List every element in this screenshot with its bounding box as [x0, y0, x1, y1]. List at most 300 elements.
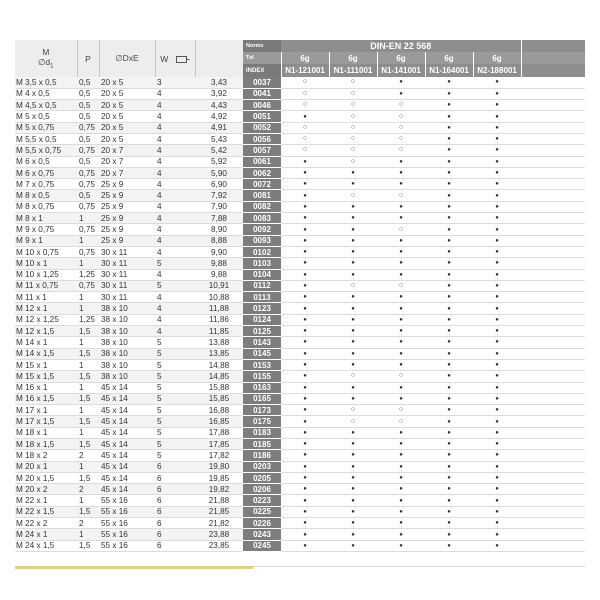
availability-cell: [329, 292, 377, 303]
filled-dot-icon: [399, 214, 403, 221]
row-tail: [521, 224, 585, 235]
filled-dot-icon: [303, 316, 307, 323]
availability-cell: [377, 518, 425, 529]
w-cell: 5: [155, 348, 195, 359]
thread-size-cell: M 22 x 1: [15, 495, 77, 506]
filled-dot-icon: [303, 485, 307, 492]
thread-size-cell: M 7 x 0,75: [15, 179, 77, 190]
open-circle-icon: [399, 135, 403, 142]
open-circle-icon: [351, 90, 355, 97]
value-cell: 17,88: [195, 427, 243, 438]
availability-cell: [425, 348, 473, 359]
index-cell: 0145: [243, 348, 281, 359]
filled-dot-icon: [351, 361, 355, 368]
availability-cell: [329, 382, 377, 393]
thread-size-cell: M 8 x 1: [15, 213, 77, 224]
dxe-cell: 30 x 11: [99, 258, 155, 269]
row-tail: [521, 393, 585, 404]
filled-dot-icon: [495, 519, 499, 526]
filled-dot-icon: [303, 519, 307, 526]
filled-dot-icon: [399, 90, 403, 97]
filled-dot-icon: [447, 214, 451, 221]
open-circle-icon: [351, 192, 355, 199]
filled-dot-icon: [495, 124, 499, 131]
availability-cell: [425, 416, 473, 427]
filled-dot-icon: [495, 485, 499, 492]
availability-cell: [425, 167, 473, 178]
filled-dot-icon: [495, 542, 499, 549]
availability-cell: [377, 427, 425, 438]
thread-size-cell: M 9 x 1: [15, 235, 77, 246]
filled-dot-icon: [303, 451, 307, 458]
pitch-cell: 0,5: [77, 111, 99, 122]
filled-dot-icon: [351, 214, 355, 221]
w-cell: 4: [155, 122, 195, 133]
value-cell: 21,88: [195, 495, 243, 506]
filled-dot-icon: [447, 305, 451, 312]
availability-cell: [473, 337, 521, 348]
filled-dot-icon: [447, 124, 451, 131]
dxe-cell: 45 x 14: [99, 450, 155, 461]
availability-cell: [329, 529, 377, 540]
table-row: [15, 77, 585, 88]
header-diameter-label: ∅d: [38, 57, 51, 68]
filled-dot-icon: [351, 384, 355, 391]
dxe-cell: 55 x 16: [99, 518, 155, 529]
filled-dot-icon: [447, 508, 451, 515]
dxe-cell: 20 x 5: [99, 77, 155, 88]
availability-cell: [425, 506, 473, 517]
availability-cell: [377, 156, 425, 167]
availability-cell: [281, 179, 329, 190]
filled-dot-icon: [399, 338, 403, 345]
availability-cell: [473, 382, 521, 393]
index-cell: 0081: [243, 190, 281, 201]
availability-cell: [281, 495, 329, 506]
availability-cell: [329, 167, 377, 178]
filled-dot-icon: [399, 429, 403, 436]
filled-dot-icon: [495, 90, 499, 97]
index-cell: 0092: [243, 224, 281, 235]
filled-dot-icon: [447, 497, 451, 504]
open-circle-icon: [303, 90, 307, 97]
value-cell: 4,43: [195, 100, 243, 111]
filled-dot-icon: [447, 463, 451, 470]
filled-dot-icon: [447, 429, 451, 436]
table-row: [15, 258, 585, 269]
value-cell: 5,43: [195, 133, 243, 144]
thread-size-cell: M 20 x 1: [15, 461, 77, 472]
header-filler-top: [521, 40, 585, 52]
filled-dot-icon: [399, 259, 403, 266]
thread-size-cell: M 18 x 1,5: [15, 439, 77, 450]
dxe-cell: 45 x 14: [99, 461, 155, 472]
table-row: [15, 88, 585, 99]
filled-dot-icon: [495, 531, 499, 538]
filled-dot-icon: [351, 531, 355, 538]
w-cell: 4: [155, 201, 195, 212]
w-cell: 4: [155, 224, 195, 235]
filled-dot-icon: [351, 305, 355, 312]
tolerance-3: 6g: [377, 52, 425, 64]
filled-dot-icon: [495, 78, 499, 85]
filled-dot-icon: [399, 508, 403, 515]
availability-cell: [329, 213, 377, 224]
filled-dot-icon: [495, 113, 499, 120]
value-cell: 19,85: [195, 472, 243, 483]
product-code-2: N1-111001: [329, 64, 377, 77]
value-cell: 14,85: [195, 371, 243, 382]
availability-cell: [281, 359, 329, 370]
row-tail: [521, 190, 585, 201]
filled-dot-icon: [351, 259, 355, 266]
table-row: [15, 213, 585, 224]
index-cell: 0175: [243, 416, 281, 427]
filled-dot-icon: [351, 463, 355, 470]
pitch-cell: 1,5: [77, 371, 99, 382]
thread-size-cell: M 10 x 1,25: [15, 269, 77, 280]
row-tail: [521, 201, 585, 212]
availability-cell: [329, 122, 377, 133]
table-row: [15, 427, 585, 438]
pitch-cell: 0,5: [77, 77, 99, 88]
open-circle-icon: [399, 192, 403, 199]
thread-size-cell: M 14 x 1,5: [15, 348, 77, 359]
filled-dot-icon: [351, 316, 355, 323]
table-row: [15, 145, 585, 156]
index-cell: 0062: [243, 167, 281, 178]
availability-cell: [329, 540, 377, 551]
index-cell: 0203: [243, 461, 281, 472]
availability-cell: [329, 303, 377, 314]
filled-dot-icon: [495, 497, 499, 504]
value-cell: 7,90: [195, 201, 243, 212]
w-cell: 4: [155, 235, 195, 246]
availability-cell: [425, 371, 473, 382]
filled-dot-icon: [399, 463, 403, 470]
filled-dot-icon: [351, 169, 355, 176]
filled-dot-icon: [303, 259, 307, 266]
availability-cell: [377, 439, 425, 450]
availability-cell: [281, 461, 329, 472]
table-row: [15, 337, 585, 348]
index-cell: 0165: [243, 393, 281, 404]
value-cell: 9,88: [195, 258, 243, 269]
availability-cell: [377, 122, 425, 133]
availability-cell: [473, 484, 521, 495]
value-cell: 16,85: [195, 416, 243, 427]
index-cell: 0186: [243, 450, 281, 461]
filled-dot-icon: [303, 497, 307, 504]
filled-dot-icon: [399, 350, 403, 357]
availability-cell: [473, 280, 521, 291]
availability-cell: [377, 495, 425, 506]
thread-size-cell: M 14 x 1: [15, 337, 77, 348]
value-cell: 14,88: [195, 359, 243, 370]
w-cell: 6: [155, 529, 195, 540]
header-thread-size: [15, 40, 77, 77]
index-cell: 0082: [243, 201, 281, 212]
filled-dot-icon: [303, 271, 307, 278]
availability-cell: [473, 495, 521, 506]
availability-cell: [329, 269, 377, 280]
dxe-cell: 20 x 5: [99, 133, 155, 144]
filled-dot-icon: [303, 214, 307, 221]
availability-cell: [329, 484, 377, 495]
pitch-cell: 2: [77, 450, 99, 461]
dxe-cell: 25 x 9: [99, 224, 155, 235]
dxe-cell: 20 x 5: [99, 122, 155, 133]
availability-cell: [281, 122, 329, 133]
filled-dot-icon: [495, 237, 499, 244]
availability-cell: [473, 303, 521, 314]
availability-cell: [377, 337, 425, 348]
availability-cell: [425, 156, 473, 167]
filled-dot-icon: [447, 519, 451, 526]
open-circle-icon: [303, 146, 307, 153]
availability-cell: [377, 484, 425, 495]
filled-dot-icon: [351, 497, 355, 504]
table-row: [15, 303, 585, 314]
filled-dot-icon: [495, 395, 499, 402]
filled-dot-icon: [351, 180, 355, 187]
filled-dot-icon: [303, 113, 307, 120]
pitch-cell: 0,5: [77, 156, 99, 167]
w-cell: 5: [155, 416, 195, 427]
pitch-cell: 1: [77, 461, 99, 472]
header-m-label: M: [42, 47, 50, 58]
thread-size-cell: M 5 x 0,5: [15, 111, 77, 122]
availability-cell: [377, 450, 425, 461]
availability-cell: [377, 326, 425, 337]
availability-cell: [281, 314, 329, 325]
filled-dot-icon: [351, 271, 355, 278]
standard-title: DIN-EN 22 568: [281, 40, 521, 52]
thread-size-cell: M 5,5 x 0,75: [15, 145, 77, 156]
filled-dot-icon: [351, 440, 355, 447]
filled-dot-icon: [303, 237, 307, 244]
filled-dot-icon: [303, 508, 307, 515]
open-circle-icon: [399, 372, 403, 379]
value-cell: 5,42: [195, 145, 243, 156]
open-circle-icon: [351, 158, 355, 165]
thread-size-cell: M 18 x 2: [15, 450, 77, 461]
filled-dot-icon: [495, 316, 499, 323]
filled-dot-icon: [303, 372, 307, 379]
value-cell: 10,88: [195, 292, 243, 303]
filled-dot-icon: [303, 418, 307, 425]
availability-cell: [377, 348, 425, 359]
filled-dot-icon: [351, 451, 355, 458]
dxe-cell: 25 x 9: [99, 179, 155, 190]
index-cell: 0185: [243, 439, 281, 450]
index-cell: 0041: [243, 88, 281, 99]
availability-cell: [281, 167, 329, 178]
index-cell: 0057: [243, 145, 281, 156]
availability-cell: [281, 529, 329, 540]
index-cell: 0223: [243, 495, 281, 506]
availability-cell: [281, 326, 329, 337]
filled-dot-icon: [399, 316, 403, 323]
availability-cell: [425, 201, 473, 212]
availability-cell: [425, 495, 473, 506]
availability-cell: [425, 235, 473, 246]
w-cell: 4: [155, 100, 195, 111]
dxe-cell: 38 x 10: [99, 337, 155, 348]
filled-dot-icon: [495, 429, 499, 436]
index-cell: 0037: [243, 77, 281, 88]
index-cell: 0052: [243, 122, 281, 133]
thread-size-cell: M 24 x 1: [15, 529, 77, 540]
filled-dot-icon: [495, 214, 499, 221]
index-cell: 0226: [243, 518, 281, 529]
filled-dot-icon: [447, 474, 451, 481]
filled-dot-icon: [447, 542, 451, 549]
filled-dot-icon: [495, 180, 499, 187]
row-tail: [521, 246, 585, 257]
availability-cell: [473, 258, 521, 269]
availability-cell: [473, 326, 521, 337]
pitch-cell: 1,5: [77, 439, 99, 450]
value-cell: 15,85: [195, 393, 243, 404]
index-cell: 0225: [243, 506, 281, 517]
filled-dot-icon: [447, 180, 451, 187]
filled-dot-icon: [447, 248, 451, 255]
tol-label: Tol: [243, 52, 281, 64]
availability-cell: [329, 111, 377, 122]
header-diameter-subscript: 1: [50, 63, 54, 70]
filled-dot-icon: [303, 406, 307, 413]
pitch-cell: 1: [77, 235, 99, 246]
filled-dot-icon: [447, 406, 451, 413]
filled-dot-icon: [303, 542, 307, 549]
availability-cell: [425, 382, 473, 393]
availability-cell: [329, 246, 377, 257]
availability-cell: [377, 506, 425, 517]
value-cell: 8,90: [195, 224, 243, 235]
pitch-cell: 1: [77, 359, 99, 370]
table-row: [15, 416, 585, 427]
row-tail: [521, 100, 585, 111]
availability-cell: [425, 529, 473, 540]
table-row: [15, 484, 585, 495]
row-tail: [521, 348, 585, 359]
pitch-cell: 0,75: [77, 201, 99, 212]
availability-cell: [473, 529, 521, 540]
availability-cell: [329, 100, 377, 111]
availability-cell: [329, 439, 377, 450]
table-row: [15, 348, 585, 359]
pitch-cell: 1: [77, 292, 99, 303]
w-cell: 5: [155, 382, 195, 393]
filled-dot-icon: [447, 259, 451, 266]
index-cell: 0183: [243, 427, 281, 438]
filled-dot-icon: [399, 531, 403, 538]
pitch-cell: 0,75: [77, 224, 99, 235]
availability-cell: [473, 348, 521, 359]
w-cell: 6: [155, 484, 195, 495]
dxe-cell: 55 x 16: [99, 540, 155, 551]
availability-cell: [473, 472, 521, 483]
value-cell: 13,85: [195, 348, 243, 359]
filled-dot-icon: [495, 248, 499, 255]
filled-dot-icon: [495, 350, 499, 357]
index-cell: 0061: [243, 156, 281, 167]
table-row: [15, 224, 585, 235]
pitch-cell: 0,75: [77, 246, 99, 257]
filled-dot-icon: [303, 384, 307, 391]
dxe-cell: 38 x 10: [99, 303, 155, 314]
row-tail: [521, 416, 585, 427]
table-row: [15, 540, 585, 551]
filled-dot-icon: [399, 293, 403, 300]
thread-size-cell: M 16 x 1,5: [15, 393, 77, 404]
pitch-cell: 1: [77, 258, 99, 269]
w-cell: 5: [155, 405, 195, 416]
filled-dot-icon: [447, 338, 451, 345]
filled-dot-icon: [399, 474, 403, 481]
thread-size-cell: M 11 x 0,75: [15, 280, 77, 291]
availability-cell: [329, 156, 377, 167]
pitch-cell: 0,75: [77, 179, 99, 190]
row-tail: [521, 461, 585, 472]
availability-cell: [473, 145, 521, 156]
dxe-cell: 20 x 7: [99, 145, 155, 156]
header-filler-bottom: [521, 64, 585, 77]
open-circle-icon: [399, 113, 403, 120]
filled-dot-icon: [495, 384, 499, 391]
availability-cell: [425, 258, 473, 269]
filled-dot-icon: [351, 203, 355, 210]
dxe-cell: 25 x 9: [99, 201, 155, 212]
availability-cell: [425, 179, 473, 190]
filled-dot-icon: [447, 237, 451, 244]
filled-dot-icon: [495, 259, 499, 266]
availability-cell: [425, 393, 473, 404]
filled-dot-icon: [351, 542, 355, 549]
availability-cell: [329, 416, 377, 427]
table-row: [15, 439, 585, 450]
row-tail: [521, 213, 585, 224]
filled-dot-icon: [495, 169, 499, 176]
availability-cell: [425, 88, 473, 99]
filled-dot-icon: [447, 169, 451, 176]
availability-cell: [473, 167, 521, 178]
filled-dot-icon: [495, 271, 499, 278]
table-row: [15, 280, 585, 291]
availability-cell: [377, 190, 425, 201]
w-cell: 5: [155, 337, 195, 348]
dxe-cell: 55 x 16: [99, 529, 155, 540]
row-tail: [521, 145, 585, 156]
row-tail: [521, 371, 585, 382]
table-row: [15, 405, 585, 416]
thread-size-cell: M 4,5 x 0,5: [15, 100, 77, 111]
tolerance-4: 6g: [425, 52, 473, 64]
die-profile-icon: [176, 56, 190, 63]
row-tail: [521, 314, 585, 325]
availability-cell: [329, 326, 377, 337]
availability-cell: [377, 258, 425, 269]
availability-cell: [377, 224, 425, 235]
table-row: [15, 506, 585, 517]
filled-dot-icon: [303, 203, 307, 210]
availability-cell: [329, 235, 377, 246]
table-row: [15, 461, 585, 472]
w-cell: 4: [155, 88, 195, 99]
open-circle-icon: [351, 418, 355, 425]
availability-cell: [281, 518, 329, 529]
